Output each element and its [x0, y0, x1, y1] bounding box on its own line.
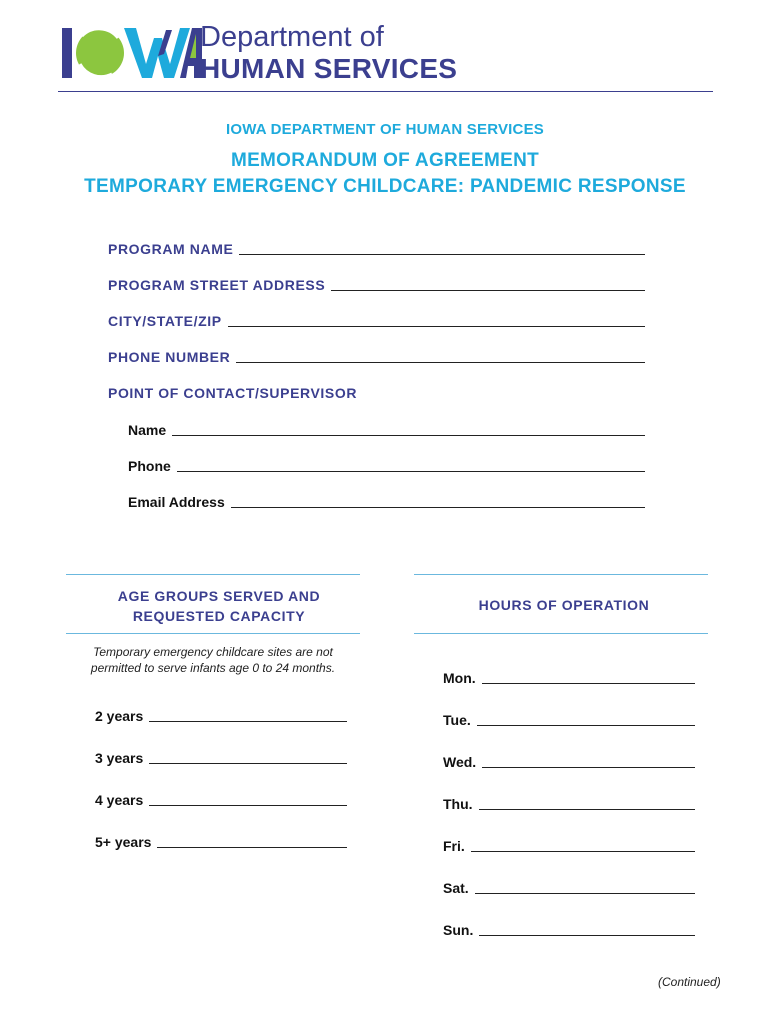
contact-name-line[interactable] — [172, 434, 645, 436]
contact-email-field — [128, 493, 645, 511]
street-address-label: PROGRAM STREET ADDRESS — [108, 277, 326, 293]
hours-row — [443, 837, 695, 855]
age-section-top-rule — [66, 574, 360, 575]
hours-section-title: HOURS OF OPERATION — [478, 597, 650, 613]
age-row — [95, 749, 347, 767]
contact-name-label: Name — [128, 422, 167, 438]
age-row-line[interactable] — [149, 762, 347, 764]
age-row-line[interactable] — [149, 720, 347, 722]
age-section-title-line2: REQUESTED CAPACITY — [132, 608, 306, 624]
age-section-bottom-rule — [66, 633, 360, 634]
department-name-line1: Department of — [200, 21, 384, 53]
hours-row — [443, 879, 695, 897]
hours-section-top-rule — [414, 574, 708, 575]
day-label: Sun. — [443, 922, 474, 938]
hours-row — [443, 669, 695, 687]
street-address-field — [108, 276, 645, 294]
day-line[interactable] — [471, 850, 695, 852]
age-row — [95, 707, 347, 725]
department-name-line2: HUMAN SERVICES — [200, 53, 458, 84]
age-row-label: 5+ years — [95, 834, 152, 850]
day-line[interactable] — [482, 766, 695, 768]
continued-note: (Continued) — [658, 975, 721, 989]
header-divider — [58, 91, 713, 92]
hours-section-bottom-rule — [414, 633, 708, 634]
day-label: Thu. — [443, 796, 473, 812]
agency-title: IOWA DEPARTMENT OF HUMAN SERVICES — [225, 121, 544, 138]
point-of-contact-label: POINT OF CONTACT/SUPERVISOR — [108, 385, 358, 401]
day-label: Fri. — [443, 838, 465, 854]
program-name-label: PROGRAM NAME — [108, 241, 234, 257]
contact-email-line[interactable] — [231, 506, 645, 508]
hours-row — [443, 795, 695, 813]
logo-text: IOWA — [62, 24, 65, 25]
day-line[interactable] — [479, 934, 695, 936]
age-row-line[interactable] — [157, 846, 347, 848]
age-row-label: 2 years — [95, 708, 144, 724]
street-address-line[interactable] — [331, 289, 645, 291]
infant-note — [66, 644, 360, 676]
day-line[interactable] — [482, 682, 695, 684]
age-row-line[interactable] — [149, 804, 347, 806]
age-row — [95, 791, 347, 809]
city-state-zip-field — [108, 312, 645, 330]
city-state-zip-label: CITY/STATE/ZIP — [108, 313, 222, 329]
memo-title: MEMORANDUM OF AGREEMENT — [230, 150, 540, 171]
contact-phone-label: Phone — [128, 458, 171, 474]
hours-row — [443, 711, 695, 729]
phone-number-field — [108, 348, 645, 366]
age-row-label: 4 years — [95, 792, 144, 808]
contact-email-label: Email Address — [128, 494, 225, 510]
age-section-title — [66, 586, 372, 626]
day-label: Sat. — [443, 880, 469, 896]
city-state-zip-line[interactable] — [228, 325, 645, 327]
infant-note-line1: Temporary emergency childcare sites are not — [93, 645, 333, 659]
phone-number-line[interactable] — [236, 361, 645, 363]
day-line[interactable] — [475, 892, 695, 894]
age-row — [95, 833, 347, 851]
day-label: Tue. — [443, 712, 471, 728]
iowa-logo — [62, 24, 202, 80]
point-of-contact-heading — [108, 384, 357, 403]
age-section-title-line1: AGE GROUPS SERVED AND — [117, 588, 321, 604]
day-line[interactable] — [477, 724, 695, 726]
contact-phone-line[interactable] — [177, 470, 645, 472]
phone-number-label: PHONE NUMBER — [108, 349, 231, 365]
program-name-field — [108, 240, 645, 258]
infant-note-line2: permitted to serve infants age 0 to 24 months. — [90, 661, 336, 675]
program-name-line[interactable] — [239, 253, 645, 255]
day-label: Wed. — [443, 754, 477, 770]
age-row-label: 3 years — [95, 750, 144, 766]
day-label: Mon. — [443, 670, 476, 686]
contact-phone-field — [128, 457, 645, 475]
hours-row — [443, 921, 695, 939]
hours-row — [443, 753, 695, 771]
day-line[interactable] — [479, 808, 695, 810]
subject-title: TEMPORARY EMERGENCY CHILDCARE: PANDEMIC RESPONSE — [84, 176, 686, 197]
contact-name-field — [128, 421, 645, 439]
